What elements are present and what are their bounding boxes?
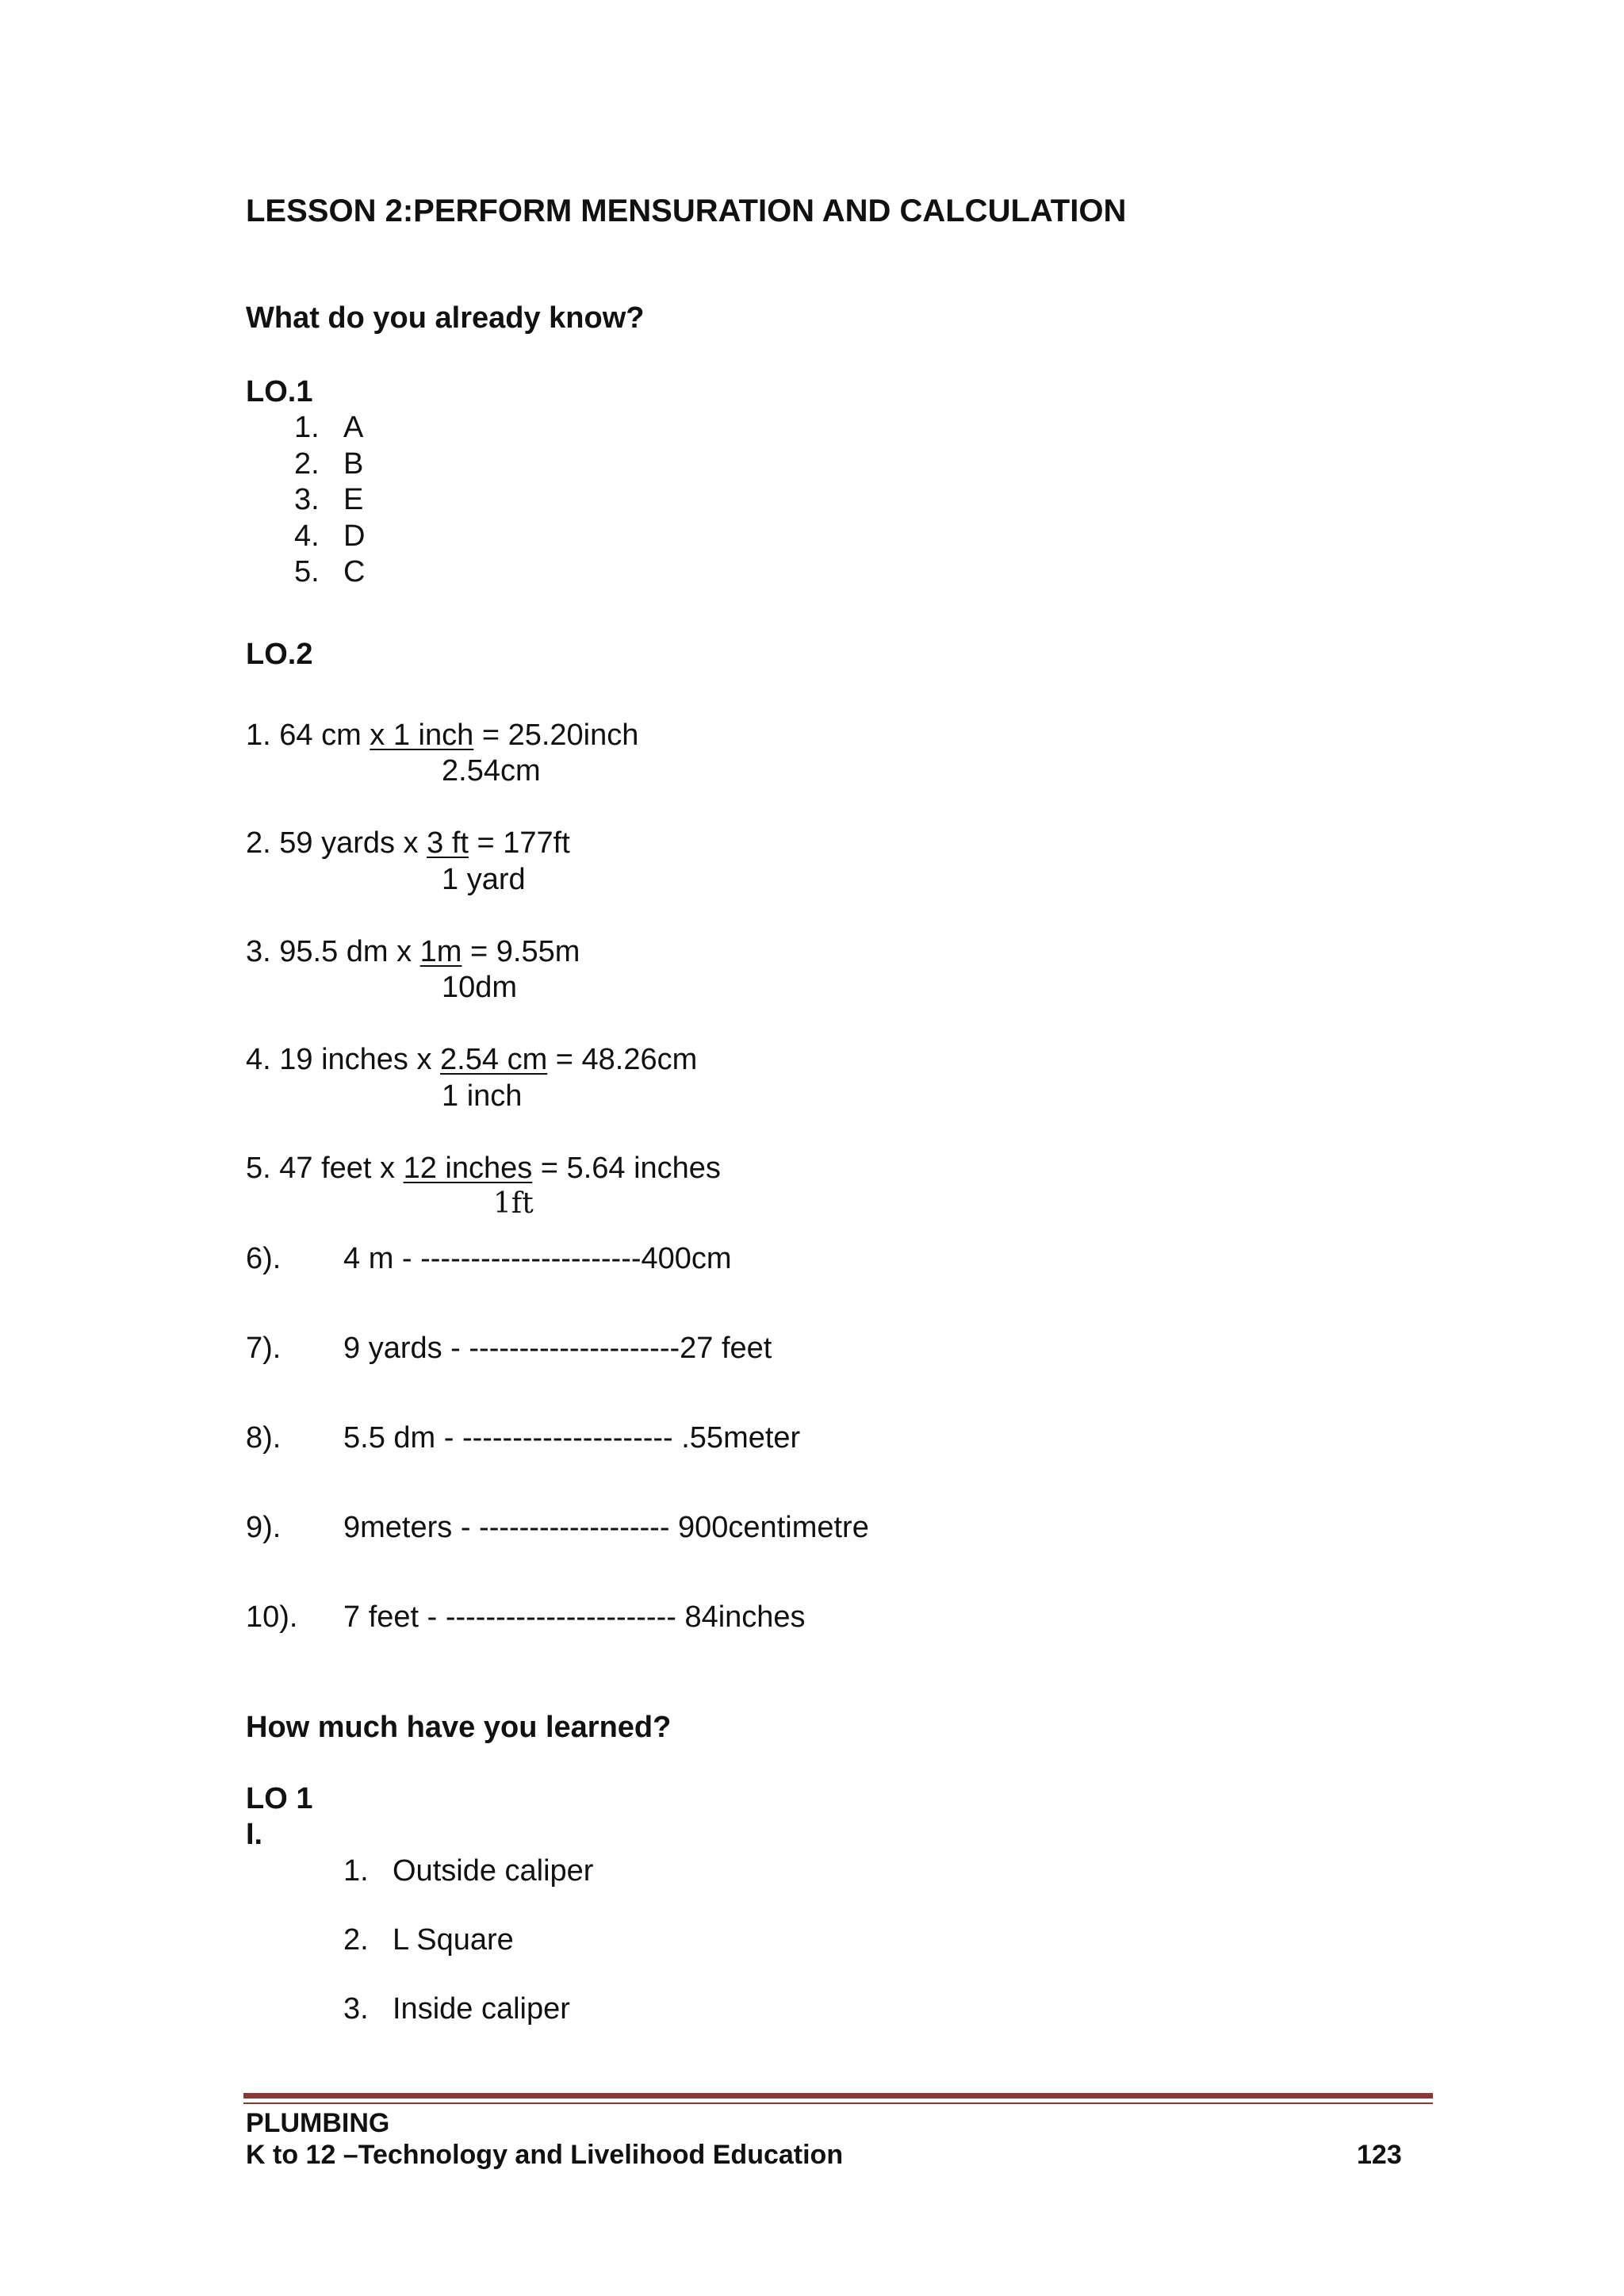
conversion-line [246, 1043, 697, 1077]
list-item [294, 555, 365, 589]
list-item [343, 1923, 514, 1957]
conversion-factor: 1m [419, 935, 462, 968]
conversion-line [246, 1152, 721, 1186]
section-heading-already-know: What do you already know? [246, 301, 645, 335]
equivalent-number: 8). [246, 1421, 282, 1455]
section-heading-learned: How much have you learned? [246, 1711, 672, 1744]
item-number: 3. [294, 483, 320, 516]
footer-rule-thick [243, 2093, 1433, 2099]
conversion-prefix: 5. 47 feet x [246, 1152, 404, 1185]
lo1-heading: LO.1 [246, 375, 313, 408]
conversion-line [246, 935, 580, 969]
footer-rule-thin [243, 2102, 1433, 2104]
equivalent-text: 7 feet - ----------------------- 84inches [343, 1600, 806, 1634]
conversion-factor: 12 inches [403, 1152, 533, 1185]
conversion-denominator: 10dm [442, 971, 518, 1004]
equivalent-number: 7). [246, 1332, 282, 1365]
equivalent-text: 5.5 dm - --------------------- .55meter [343, 1421, 801, 1455]
equivalent-number: 6). [246, 1242, 282, 1275]
equivalent-text: 9 yards - ---------------------27 feet [343, 1332, 772, 1365]
conversion-denominator: 1ft [493, 1187, 534, 1220]
conversion-denominator: 1 inch [442, 1079, 523, 1113]
item-number: 1. [294, 411, 320, 444]
equivalent-number: 10). [246, 1600, 298, 1634]
item-number: 5. [294, 555, 320, 588]
item-answer: A [343, 411, 364, 444]
conversion-factor: x 1 inch [370, 719, 474, 752]
lesson-title: LESSON 2:PERFORM MENSURATION AND CALCULATION [246, 194, 1127, 228]
item-answer: C [343, 555, 366, 588]
list-item [343, 1992, 570, 2026]
item-number: 3. [343, 1992, 369, 2026]
conversion-prefix: 2. 59 yards x [246, 826, 427, 860]
item-answer: E [343, 483, 364, 516]
list-item [294, 411, 363, 445]
equivalent-text: 9meters - ------------------- 900centimetre [343, 1511, 869, 1544]
page-number: 123 [1357, 2140, 1402, 2170]
equivalent-number: 9). [246, 1511, 282, 1544]
item-number: 2. [294, 447, 320, 481]
list-item [294, 447, 363, 481]
equivalent-text: 4 m - ----------------------400cm [343, 1242, 732, 1275]
list-item [343, 1854, 593, 1888]
conversion-prefix: 3. 95.5 dm x [246, 935, 420, 968]
conversion-result: = 9.55m [462, 935, 580, 968]
conversion-factor: 3 ft [427, 826, 469, 860]
item-number: 1. [343, 1854, 369, 1888]
list-item [294, 483, 363, 517]
item-text: Inside caliper [393, 1992, 570, 2026]
item-text: L Square [393, 1923, 514, 1957]
conversion-result: = 48.26cm [547, 1043, 698, 1076]
conversion-result: = 177ft [468, 826, 570, 860]
list-item [294, 519, 365, 554]
conversion-prefix: 1. 64 cm [246, 719, 370, 752]
conversion-line [246, 826, 570, 861]
item-number: 4. [294, 519, 320, 553]
conversion-result: = 25.20inch [473, 719, 639, 752]
item-answer: B [343, 447, 364, 481]
conversion-line [246, 719, 638, 753]
lo1-learned-heading: LO 1 [246, 1782, 313, 1815]
lo2-heading: LO.2 [246, 638, 313, 671]
footer-subject: PLUMBING [246, 2108, 390, 2138]
item-text: Outside caliper [393, 1854, 594, 1888]
item-number: 2. [343, 1923, 369, 1957]
conversion-denominator: 2.54cm [442, 754, 541, 788]
conversion-result: = 5.64 inches [532, 1152, 721, 1185]
footer-course: K to 12 –Technology and Livelihood Education [246, 2140, 844, 2170]
conversion-denominator: 1 yard [442, 863, 526, 896]
conversion-factor: 2.54 cm [440, 1043, 548, 1076]
conversion-prefix: 4. 19 inches x [246, 1043, 441, 1076]
roman-numeral: I. [246, 1818, 263, 1851]
item-answer: D [343, 519, 366, 553]
